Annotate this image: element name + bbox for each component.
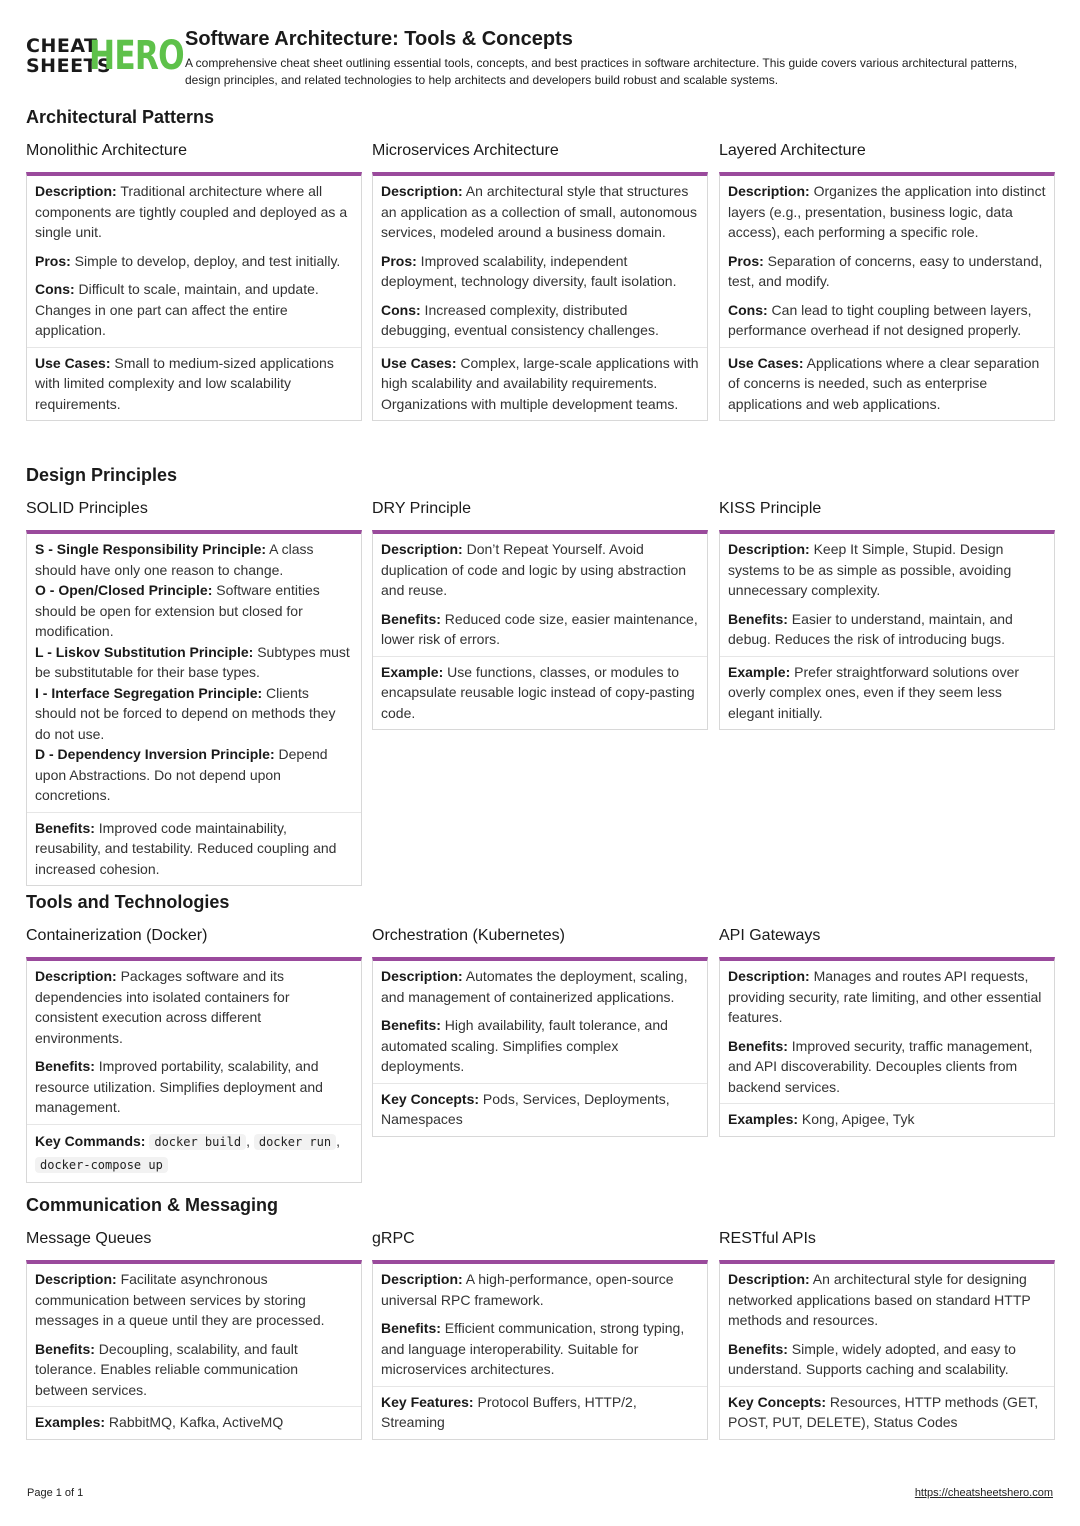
cheatsheetshero-logo[interactable] (26, 33, 184, 79)
page-header (26, 28, 1056, 98)
card-api-gateways (719, 957, 1055, 1137)
section-title-design-principles: Design Principles (26, 465, 178, 485)
card-solid (26, 530, 362, 886)
card-row: Description: Traditional architecture where all components are tightly coupled and deployed as a single unit. Pros: Simple to develop, deploy, and test initially. Cons: Difficult to scale, maintain, and update. Changes in one part can affect the entire application. (35, 183, 348, 338)
card-row: S - Single Responsibility Principle: A class should have only one reason to change. O - Open/Closed Principle: Software entities should be open for extension but closed for modification. L - Liskov Substitution Principle: Subtypes must be substitutable for their base types. I - Interface Segregation Principle: Clients should not be forced to depend on methods they do not use. D - Dependency Inversion Principle: Depend upon Abstractions. Do not depend upon concretions. (35, 541, 350, 803)
footer-link[interactable]: https://cheatsheetshero.com (914, 1487, 1053, 1499)
card-row: Key Concepts: Resources, HTTP methods (GET, POST, PUT, DELETE), Status Codes (720, 1386, 1054, 1439)
code-docker-compose-up: docker-compose up (35, 1157, 168, 1173)
section-title-tools-and-technologies: Tools and Technologies (26, 892, 230, 912)
card-title-solid: SOLID Principles (26, 500, 148, 517)
card-title-microservices: Microservices Architecture (372, 142, 559, 159)
card-row: Example: Use functions, classes, or modules to encapsulate reusable logic instead of copy-pasting code. (373, 656, 707, 730)
card-row: Use Cases: Small to medium-sized applications with limited complexity and low scalability requirements. (27, 347, 361, 421)
card-row: Key Commands: docker build , docker run , docker-compose up (27, 1124, 361, 1182)
card-title-docker: Containerization (Docker) (26, 927, 208, 944)
card-row: Description: Manages and routes API requests, providing security, rate limiting, and other essential features. Benefits: Improved security, traffic management, and API discoverability. Decouples clients from backend services. (728, 968, 1042, 1095)
card-title-grpc: gRPC (372, 1230, 415, 1247)
card-title-message-queues: Message Queues (26, 1230, 152, 1247)
card-row: Description: A high-performance, open-source universal RPC framework. Benefits: Efficient communication, strong typing, and language interoperability. Suitable for microservices architectures. (381, 1271, 685, 1377)
card-dry (372, 530, 708, 730)
code-docker-build: docker build (149, 1134, 246, 1150)
card-row: Description: Don’t Repeat Yourself. Avoid duplication of code and logic by using abstraction and reuse. Benefits: Reduced code size, easier maintenance, lower risk of errors. (381, 541, 698, 647)
card-row: Description: An architectural style that structures an application as a collection of small, autonomous services, modeled around a business domain. Pros: Improved scalability, independent deployment, technology diversity, fault isolation. Cons: Increased complexity, distributed debugging, eventual consistency challenges. (381, 183, 697, 338)
logo-text-cheat: CHEAT (26, 35, 98, 57)
section-title-architectural-patterns: Architectural Patterns (26, 107, 215, 127)
card-kiss (719, 530, 1055, 730)
card-row: Description: Organizes the application into distinct layers (e.g., presentation, business logic, data access), each performing a specific role. Pros: Separation of concerns, easy to understand, test, and modify. Cons: Can lead to tight coupling between layers, performance overhead if not designed properly. (728, 183, 1046, 338)
card-title-monolithic: Monolithic Architecture (26, 142, 187, 159)
card-row: Benefits: Improved code maintainability, reusability, and testability. Reduced coupling and increased cohesion. (27, 812, 361, 886)
section-title-communication-messaging: Communication & Messaging (26, 1195, 279, 1215)
card-docker (26, 957, 362, 1183)
card-title-api-gateways: API Gateways (719, 927, 821, 944)
card-title-dry: DRY Principle (372, 500, 472, 517)
card-title-layered: Layered Architecture (719, 142, 866, 159)
card-row: Key Concepts: Pods, Services, Deployments, Namespaces (373, 1083, 707, 1136)
card-grpc (372, 1260, 708, 1440)
card-title-kiss: KISS Principle (719, 500, 822, 517)
code-docker-run: docker run (254, 1134, 336, 1150)
card-message-queues (26, 1260, 362, 1440)
card-row: Examples: RabbitMQ, Kafka, ActiveMQ (27, 1406, 361, 1439)
card-row: Description: Automates the deployment, scaling, and management of containerized applications. Benefits: High availability, fault tolerance, and automated scaling. Simplifies complex deployments. (381, 968, 688, 1074)
card-row: Example: Prefer straightforward solutions over overly complex ones, even if they seem less elegant initially. (720, 656, 1054, 730)
card-monolithic (26, 172, 362, 421)
card-row: Use Cases: Complex, large-scale applications with high scalability and availability requirements. Organizations with multiple development teams. (373, 347, 707, 421)
card-title-restful-apis: RESTful APIs (719, 1230, 816, 1247)
card-row: Examples: Kong, Apigee, Tyk (720, 1103, 1054, 1136)
card-row: Description: Keep It Simple, Stupid. Design systems to be as simple as possible, avoiding unnecessary complexity. Benefits: Easier to understand, maintain, and debug. Reduces the risk of introducing bugs. (728, 541, 1013, 647)
card-row: Description: Packages software and its dependencies into isolated containers for consistent execution across different environments. Benefits: Improved portability, scalability, and resource utilization. Simplifies deployment and management. (35, 968, 323, 1115)
card-title-kubernetes: Orchestration (Kubernetes) (372, 927, 565, 944)
card-kubernetes (372, 957, 708, 1137)
card-microservices (372, 172, 708, 421)
logo-text-hero: HERO (89, 33, 184, 79)
card-row: Key Features: Protocol Buffers, HTTP/2, Streaming (373, 1386, 707, 1439)
card-row: Description: An architectural style for designing networked applications based on standard HTTP methods and resources. Benefits: Simple, widely adopted, and easy to understand. Supports caching and scalability. (728, 1271, 1031, 1377)
page-title: Software Architecture: Tools & Concepts (185, 28, 573, 50)
logo-text-sheets: SHEETS (26, 55, 112, 77)
card-row: Description: Facilitate asynchronous communication between services by storing messages in a queue until they are processed. Benefits: Decoupling, scalability, and fault tolerance. Enables reliable communication between services. (35, 1271, 325, 1398)
page-number: Page 1 of 1 (27, 1487, 84, 1499)
page-subtitle: A comprehensive cheat sheet outlining essential tools, concepts, and best practices in software architecture. This guide covers various architectural patterns, design principles, and related technologies to help architects and developers build robust and scalable systems. (185, 56, 1018, 87)
card-layered (719, 172, 1055, 421)
card-row: Use Cases: Applications where a clear separation of concerns is needed, such as enterprise applications and web applications. (720, 347, 1054, 421)
card-restful-apis (719, 1260, 1055, 1440)
